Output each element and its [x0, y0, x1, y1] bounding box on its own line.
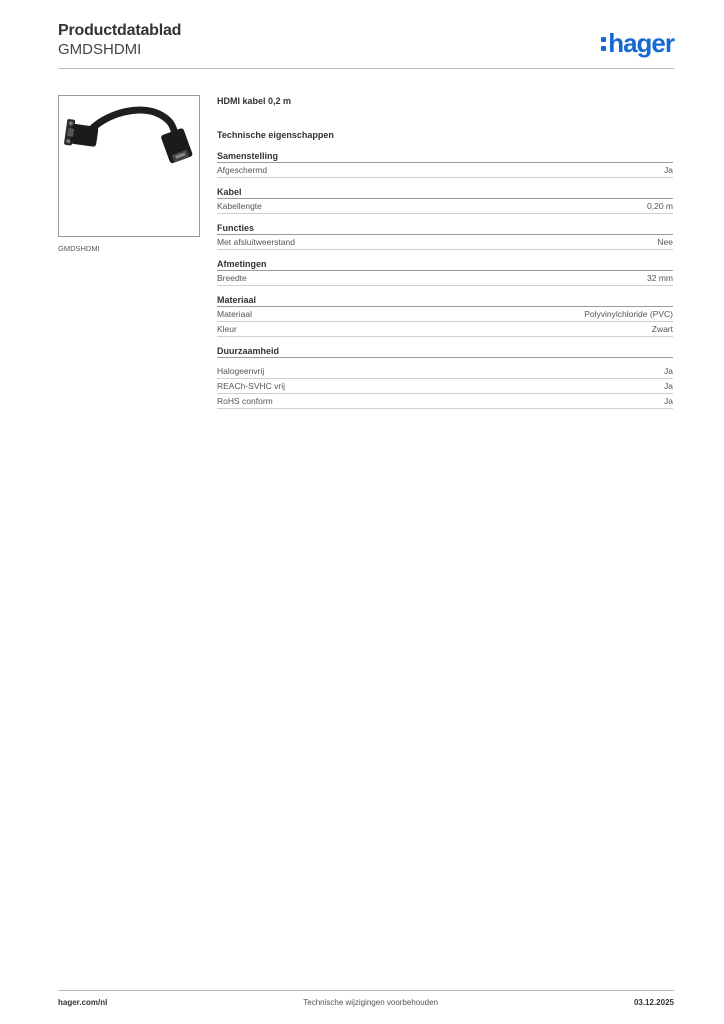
- header-divider: [58, 68, 674, 69]
- spec-value: Zwart: [651, 324, 673, 334]
- spec-row: [217, 364, 673, 379]
- spec-label: REACh-SVHC vrij: [217, 381, 286, 391]
- product-name: HDMI kabel 0,2 m: [217, 96, 292, 106]
- spec-row: [217, 307, 673, 322]
- spec-value: 0,20 m: [647, 201, 673, 211]
- spec-label: RoHS conform: [217, 396, 273, 406]
- spec-label: Afgeschermd: [217, 165, 268, 175]
- spec-row: [217, 271, 673, 286]
- spec-label: Breedte: [217, 273, 247, 283]
- footer-divider: [58, 990, 674, 991]
- spec-group-materiaal: [217, 295, 673, 337]
- spec-group-duurzaamheid: [217, 346, 673, 409]
- image-caption: GMDSHDMI: [58, 244, 100, 253]
- group-title: Samenstelling: [217, 151, 673, 163]
- spec-value: Ja: [664, 381, 673, 391]
- product-code: GMDSHDMI: [58, 41, 142, 58]
- footer-notice: Technische wijzigingen voorbehouden: [303, 998, 439, 1007]
- hdmi-cable-icon: [59, 96, 199, 236]
- spec-group-functies: [217, 223, 673, 250]
- spec-label: Met afsluitweerstand: [217, 237, 295, 247]
- group-title: Afmetingen: [217, 259, 673, 271]
- group-title: Kabel: [217, 187, 673, 199]
- document-title: Productdatablad: [58, 22, 182, 39]
- spec-row: [217, 379, 673, 394]
- footer-date: 03.12.2025: [633, 998, 674, 1007]
- spec-row: [217, 322, 673, 337]
- spec-value: Ja: [664, 396, 673, 406]
- spec-value: Ja: [664, 165, 673, 175]
- product-image: [58, 95, 200, 237]
- spec-value: Nee: [657, 237, 673, 247]
- group-title: Duurzaamheid: [217, 346, 673, 358]
- logo-text: hager: [608, 28, 674, 58]
- spec-value: Ja: [664, 366, 673, 376]
- footer-website-link[interactable]: hager.com/nl: [58, 998, 108, 1007]
- spec-row: [217, 235, 673, 250]
- spec-row: [217, 163, 673, 178]
- group-title: Functies: [217, 223, 673, 235]
- spec-sheet: [217, 96, 673, 418]
- spec-label: Halogeenvrij: [217, 366, 265, 376]
- spec-group-kabel: [217, 187, 673, 214]
- spec-label: Kleur: [217, 324, 237, 334]
- spec-value: Polyvinylchloride (PVC): [584, 309, 673, 319]
- logo-dots-icon: [601, 37, 606, 51]
- spec-group-afmetingen: [217, 259, 673, 286]
- spec-row: [217, 199, 673, 214]
- footer: [58, 998, 674, 1007]
- spec-group-samenstelling: [217, 151, 673, 178]
- spec-label: Kabellengte: [217, 201, 262, 211]
- spec-value: 32 mm: [647, 273, 673, 283]
- spec-row: [217, 394, 673, 409]
- section-heading: Technische eigenschappen: [217, 130, 334, 140]
- group-title: Materiaal: [217, 295, 673, 307]
- hager-logo: [601, 26, 674, 56]
- spec-label: Materiaal: [217, 309, 252, 319]
